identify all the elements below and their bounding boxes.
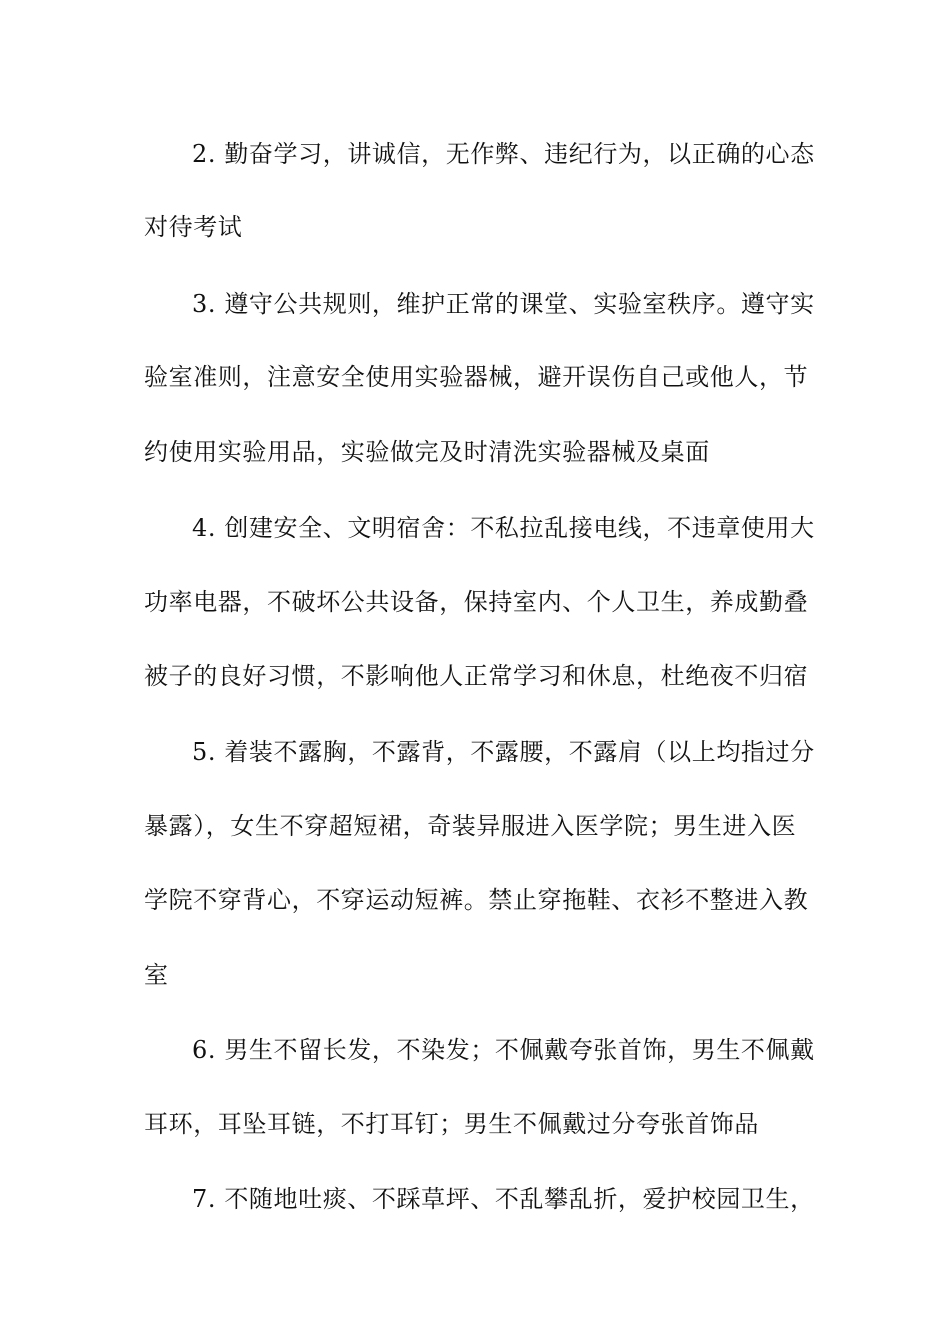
text-line: 2. 勤奋学习，讲诚信，无作弊、违纪行为，以正确的心态 bbox=[192, 140, 815, 168]
text-line: 耳环，耳坠耳链，不打耳钉；男生不佩戴过分夸张首饰品 bbox=[144, 1110, 759, 1138]
text-line: 对待考试 bbox=[144, 213, 243, 241]
text-line: 7. 不随地吐痰、不踩草坪、不乱攀乱折，爱护校园卫生， bbox=[192, 1185, 815, 1213]
text-line: 学院不穿背心，不穿运动短裤。禁止穿拖鞋、衣衫不整进入教 bbox=[144, 886, 809, 914]
text-line: 4. 创建安全、文明宿舍：不私拉乱接电线，不违章使用大 bbox=[192, 514, 815, 542]
text-line: 3. 遵守公共规则，维护正常的课堂、实验室秩序。遵守实 bbox=[192, 290, 815, 318]
text-line: 功率电器，不破坏公共设备，保持室内、个人卫生，养成勤叠 bbox=[144, 588, 809, 616]
text-line: 5. 着装不露胸，不露背，不露腰，不露肩（以上均指过分 bbox=[192, 738, 815, 766]
text-line: 室 bbox=[144, 961, 169, 989]
text-line: 约使用实验用品，实验做完及时清洗实验器械及桌面 bbox=[144, 438, 710, 466]
text-line: 验室准则，注意安全使用实验器械，避开误伤自己或他人，节 bbox=[144, 363, 809, 391]
text-line: 暴露），女生不穿超短裙，奇装异服进入医学院；男生进入医 bbox=[144, 812, 797, 840]
text-line: 被子的良好习惯，不影响他人正常学习和休息，杜绝夜不归宿 bbox=[144, 662, 809, 690]
text-line: 6. 男生不留长发，不染发；不佩戴夸张首饰，男生不佩戴 bbox=[192, 1036, 815, 1064]
